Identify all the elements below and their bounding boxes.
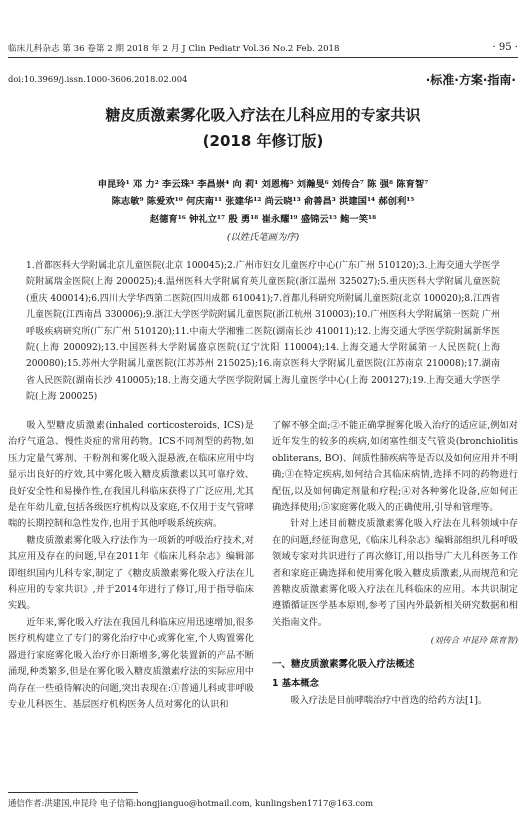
paragraph: 吸入型糖皮质激素(inhaled corticosteroids, ICS)是治疗气道急、慢性炎症的常用药物。ICS不同剂型的药物,如压力定量气雾剂、干粉剂和雾化吸入混悬液,在临床应用中均显示出良好的疗效,其中雾化吸入糖皮质激素以其可靠疗效、良好安全性和易操作性,在我国儿科临床获得了广泛应用,尤其是在年幼儿童,包括各级医疗机构以及家庭,不仅用于支气管哮喘的长期控制和急性发作,也用于其他呼吸系统疾病。 bbox=[8, 420, 254, 530]
page-number: · 95 · bbox=[492, 42, 518, 53]
running-header bbox=[8, 42, 518, 54]
subsection-heading: 1 基本概念 bbox=[272, 678, 319, 690]
right-column bbox=[272, 418, 518, 709]
drafters-signature: (刘传合 申昆玲 陈育智) bbox=[430, 635, 518, 646]
section-label: ·标准·方案·指南· bbox=[425, 73, 516, 87]
author-line-1: 申昆玲¹ 邓 力² 李云珠³ 李昌崇⁴ 向 莉¹ 刘恩梅⁵ 刘瀚旻⁶ 刘传合⁷ 陈 强⁸ 陈育智⁷ bbox=[97, 179, 429, 190]
paragraph: 吸入疗法是目前哮喘治疗中首选的给药方法[1]。 bbox=[290, 694, 488, 706]
article-subtitle: (2018 年修订版) bbox=[202, 132, 324, 150]
paragraph: 近年来,雾化吸入疗法在我国儿科临床应用迅速增加,很多医疗机构建立了专门的雾化治疗中心或雾化室,个人购置雾化器进行家庭雾化吸入治疗亦日渐增多,雾化装置新的产品不断涌现,种类繁多,但是在雾化吸入糖皮质激素疗法的实际应用中尚存在一些亟待解决的问题,突出表现在:①普通儿科或非呼吸专业儿科医生、基层医疗机构医务人员对雾化的认识和 bbox=[8, 616, 254, 710]
author-line-3: 赵德育¹⁶ 钟礼立¹⁷ 殷 勇¹⁸ 崔永耀¹⁹ 盛锦云¹⁵ 鲍一笑¹⁸ bbox=[149, 214, 377, 225]
section-heading: 一、糖皮质激素雾化吸入疗法概述 bbox=[272, 658, 415, 670]
left-column bbox=[8, 418, 254, 713]
paragraph: 糖皮质激素雾化吸入疗法作为一项新的呼吸治疗技术,对其应用及存在的问题,早在2011年《临床儿科杂志》编辑部即组织国内儿科专家,制定了《糖皮质激素雾化吸入疗法在儿科应用的专家共识》,并于2014年进行了修订,用于指导临床实践。 bbox=[8, 534, 254, 612]
author-line-2: 陈志敏⁹ 陈爱欢¹⁰ 何庆南¹¹ 张建华¹² 尚云晓¹³ 俞善昌³ 洪建国¹⁴ 郝创利¹⁵ bbox=[111, 196, 415, 207]
corresponding-author: 通信作者:洪建国,申昆玲 电子信箱:hongjianguo@hotmail.com, kunlingshen1717@163.com bbox=[8, 798, 374, 808]
header-rule bbox=[8, 57, 518, 58]
paragraph: 了解不够全面;②不能正确掌握雾化吸入治疗的适应证,例如对近年发生的较多的疾病,如闭塞性细支气管炎(bronchiolitis obliterans, BO)、间质性肺疾病等是否以及如何应用并不明确;③在特定疾病,如何结合其临床病情,选择不同的药物进行配伍,以及如何确定剂量和疗程;④对各种雾化设备,应如何正确选择使用;⑤家庭雾化吸入的正确使用,引导和管理等。 bbox=[272, 420, 518, 514]
doi: doi:10.3969/j.issn.1000-3606.2018.02.004 bbox=[8, 74, 188, 84]
paragraph: 针对上述目前糖皮质激素雾化吸入疗法在儿科领域中存在的问题,经征询意见,《临床儿科杂志》编辑部组织儿科呼吸领域专家对共识进行了再次修订,用以指导广大儿科医务工作者和家庭正确选择和使用雾化吸入糖皮质激素,从而规范和完善糖皮质激素雾化吸入疗法在儿科临床的应用。本共识制定遵循循证医学基本原则,参考了国内外最新相关研究数据和相关指南文件。 bbox=[272, 518, 518, 628]
footnote-rule bbox=[8, 792, 138, 793]
article-title: 糖皮质激素雾化吸入疗法在儿科应用的专家共识 bbox=[105, 106, 421, 124]
author-order-note: (以姓氏笔画为序) bbox=[226, 232, 300, 243]
running-header-text: 临床儿科杂志 第 36 卷第 2 期 2018 年 2 月 J Clin Pediatr Vol.36 No.2 Feb. 2018 bbox=[8, 44, 340, 54]
affiliations: 1.首都医科大学附属北京儿童医院(北京 100045);2.广州市妇女儿童医疗中心(广东广州 510120);3.上海交通大学医学院附属瑞金医院(上海 200025);4.温州医科大学附属育英儿童医院(浙江温州 325027);5.重庆医科大学附属儿童医院(重庆 400014);6.四川大学华西第二医院(四川成都 610041);7.首都儿科研究所附属儿童医院(北京 100020);8.江西省儿童医院(江西南昌 330006);9.浙江大学医学院附属儿童医院(浙江杭州 310003);10.广州医科大学附属第一医院 广州呼吸疾病研究所(广东广州 510120);11.中南大学湘雅二医院(湖南长沙 410011);12.上海交通大学医学院附属新华医院(上海 200092);13.中国医科大学附属盛京医院(辽宁沈阳 110004);14.上海交通大学附属第一人民医院(上海 200080);15.苏州大学附属儿童医院(江苏苏州 215025);16.南京医科大学附属儿童医院(江苏南京 210008);17.湖南省人民医院(湖南长沙 410005);18.上海交通大学医学院附属上海儿童医学中心(上海 200127);19.上海交通大学医学院(上海 200025) bbox=[26, 261, 500, 403]
